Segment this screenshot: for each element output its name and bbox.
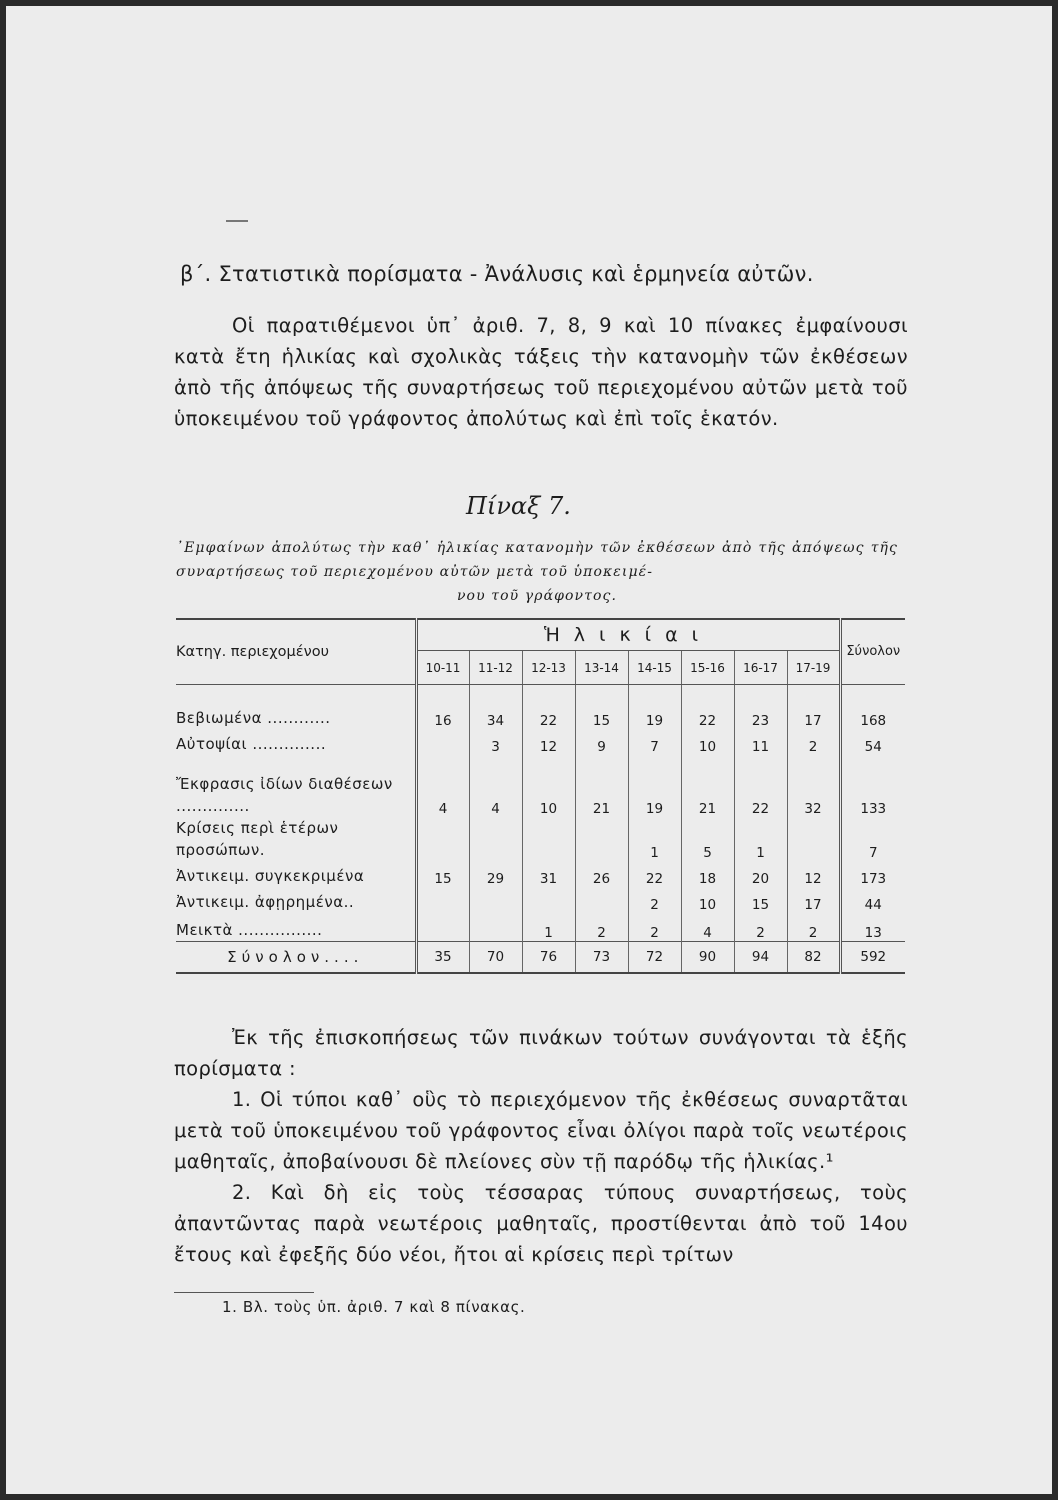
table-row [176, 729, 905, 755]
age-range-header: 11-12 [469, 651, 522, 685]
table-cell: 10 [522, 755, 575, 817]
table-cell [469, 913, 522, 942]
table-cell: 4 [681, 913, 734, 942]
table-cell: 10 [681, 887, 734, 913]
page-number-dash [226, 220, 248, 222]
row-total: 168 [840, 685, 905, 730]
table-row [176, 685, 905, 730]
table-body [176, 685, 905, 974]
row-total: 54 [840, 729, 905, 755]
table-cell: 12 [522, 729, 575, 755]
row-total: 13 [840, 913, 905, 942]
table-cell: 7 [628, 729, 681, 755]
table-cell: 18 [681, 861, 734, 887]
age-range-header: 12-13 [522, 651, 575, 685]
table-cell: 2 [734, 913, 787, 942]
table-cell: 26 [575, 861, 628, 887]
table-cell: 1 [522, 913, 575, 942]
table-cell: 31 [522, 861, 575, 887]
table-cell: 34 [469, 685, 522, 730]
age-range-header: 16-17 [734, 651, 787, 685]
table-cell: 32 [804, 801, 822, 817]
age-range-header: 15-16 [681, 651, 734, 685]
table-cell: 15 [734, 887, 787, 913]
row-category-label: Βεβιωμένα ............ [176, 685, 416, 730]
column-total: 94 [734, 942, 787, 974]
table-cell: 17 [804, 897, 822, 913]
table-cell: 4 [469, 755, 522, 817]
table-cell: 21 [681, 755, 734, 817]
table-cell [416, 913, 469, 942]
table-cell: 3 [469, 729, 522, 755]
table-cell [469, 817, 522, 861]
table-cell: 2 [808, 925, 818, 941]
category-header: Κατηγ. περιεχομένου [176, 619, 416, 685]
table-cell [575, 887, 628, 913]
column-total: 82 [787, 942, 840, 974]
table-cell: 11 [734, 729, 787, 755]
scanned-page [6, 6, 1052, 1494]
table-cell: 20 [734, 861, 787, 887]
table-cell [787, 817, 840, 861]
table-cell [416, 729, 469, 755]
section-heading: β΄. Στατιστικὰ πορίσματα - Ἀνάλυσις καὶ ἑρμηνεία αὐτῶν. [180, 262, 814, 286]
table-cell: 12 [804, 871, 822, 887]
footnote-divider [174, 1292, 314, 1293]
column-total: 72 [628, 942, 681, 974]
column-total: 76 [522, 942, 575, 974]
table-cell: 2 [628, 887, 681, 913]
table-caption: Πίναξ 7. [466, 492, 571, 520]
row-category-label: Ἀντικειμ. ἀφῃρημένα.. [176, 887, 416, 913]
body-paragraph-2: 1. Οἱ τύποι καθ᾽ οὓς τὸ περιεχόμενον τῆς ἐκθέσεως συναρτᾶται μετὰ τοῦ ὑποκειμένου τοῦ γράφοντος εἶναι ὀλίγοι παρὰ τοῖς νεωτέροις μαθηταῖς, ἀποβαίνουσι δὲ πλείονες σὺν τῇ παρόδῳ τῆς ἡλικίας.¹ [174, 1088, 908, 1173]
table-cell [416, 817, 469, 861]
table-row [176, 913, 905, 942]
row-total: 133 [840, 755, 905, 817]
age-range-header: 10-11 [416, 651, 469, 685]
table-cell: 10 [681, 729, 734, 755]
table-cell: 17 [804, 713, 822, 729]
table-row [176, 861, 905, 887]
table-cell: 15 [575, 685, 628, 730]
table-cell: 29 [469, 861, 522, 887]
table-cell: 16 [416, 685, 469, 730]
totals-label: Σύνολον.... [176, 942, 416, 974]
table-cell: 15 [416, 861, 469, 887]
body-paragraph-1: Ἐκ τῆς ἐπισκοπήσεως τῶν πινάκων τούτων συνάγονται τὰ ἑξῆς πορίσματα : [174, 1026, 908, 1080]
row-category-label: Μεικτὰ ................ [176, 913, 416, 942]
table-cell: 2 [575, 913, 628, 942]
table-cell: 1 [734, 817, 787, 861]
table-cell: 1 [628, 817, 681, 861]
row-total: 173 [840, 861, 905, 887]
table-cell: 19 [628, 755, 681, 817]
age-range-header: 13-14 [575, 651, 628, 685]
table-description [176, 536, 898, 608]
table-row [176, 817, 905, 861]
column-total: 70 [469, 942, 522, 974]
body-paragraph-3: 2. Καὶ δὴ εἰς τοὺς τέσσαρας τύπους συναρτήσεως, τοὺς ἀπαντῶντας παρὰ νεωτέροις μαθηταῖς, προστίθενται ἀπὸ τοῦ 14ου ἔτους καὶ ἐφεξῆς δύο νέοι, ἤτοι αἱ κρίσεις περὶ τρίτων [174, 1181, 908, 1266]
intro-paragraph: Οἱ παρατιθέμενοι ὑπ᾽ ἀριθ. 7, 8, 9 καὶ 10 πίνακες ἐμφαίνουσι κατὰ ἔτη ἡλικίας καὶ σχολικὰς τάξεις τὴν κατανομὴν τῶν ἐκθέσεων ἀπὸ τῆς ἀπόψεως τῆς συναρτήσεως τοῦ περιεχομένου αὐτῶν μετὰ τοῦ ὑποκειμένου τοῦ γράφοντος ἀπολύτως καὶ ἐπὶ τοῖς ἑκατόν. [174, 314, 908, 430]
age-range-header: 17-19 [787, 651, 840, 685]
table-cell: 23 [734, 685, 787, 730]
table-cell: 21 [575, 755, 628, 817]
age-header: Ἡλικίαι [416, 619, 840, 651]
footnote: 1. Βλ. τοὺς ὑπ. ἀριθ. 7 καὶ 8 πίνακας. [222, 1298, 526, 1316]
table-cell: 22 [734, 755, 787, 817]
grand-total: 592 [840, 942, 905, 974]
totals-row [176, 942, 905, 974]
age-range-header: 14-15 [628, 651, 681, 685]
table-cell [575, 817, 628, 861]
row-category-label: Κρίσεις περὶ ἑτέρων προσώπων. [176, 817, 416, 861]
table-cell: 5 [681, 817, 734, 861]
table-row [176, 755, 905, 817]
row-total: 44 [840, 887, 905, 913]
row-total: 7 [840, 817, 905, 861]
table-description-last: νου τοῦ γράφοντος. [456, 588, 618, 604]
table-cell: 22 [522, 685, 575, 730]
table-cell: 22 [628, 861, 681, 887]
table-cell: 19 [628, 685, 681, 730]
table-cell: 22 [681, 685, 734, 730]
table-description-main: ᾿Εμφαίνων ἀπολύτως τὴν καθ᾽ ἡλικίας κατανομὴν τῶν ἐκθέσεων ἀπὸ τῆς ἀπόψεως τῆς συναρτήσεως τοῦ περιεχομένου αὐτῶν μετὰ τοῦ ὑποκειμέ- [176, 540, 898, 580]
row-category-label: Ἀντικειμ. συγκεκριμένα [176, 861, 416, 887]
column-total: 90 [681, 942, 734, 974]
body-text [174, 1022, 908, 1270]
statistics-table [176, 618, 905, 974]
table-cell [522, 817, 575, 861]
table-cell: 2 [628, 913, 681, 942]
table-cell: 9 [575, 729, 628, 755]
table-cell [522, 887, 575, 913]
table-cell [469, 887, 522, 913]
column-total: 35 [416, 942, 469, 974]
row-category-label: Ἔκφρασις ἰδίων διαθέσεων .............. [176, 755, 416, 817]
column-total: 73 [575, 942, 628, 974]
table-cell [416, 887, 469, 913]
total-header: Σύνολον [840, 619, 905, 685]
table-row [176, 887, 905, 913]
row-category-label: Αὐτοψίαι .............. [176, 729, 416, 755]
table-cell: 2 [808, 739, 818, 755]
table-cell: 4 [416, 755, 469, 817]
